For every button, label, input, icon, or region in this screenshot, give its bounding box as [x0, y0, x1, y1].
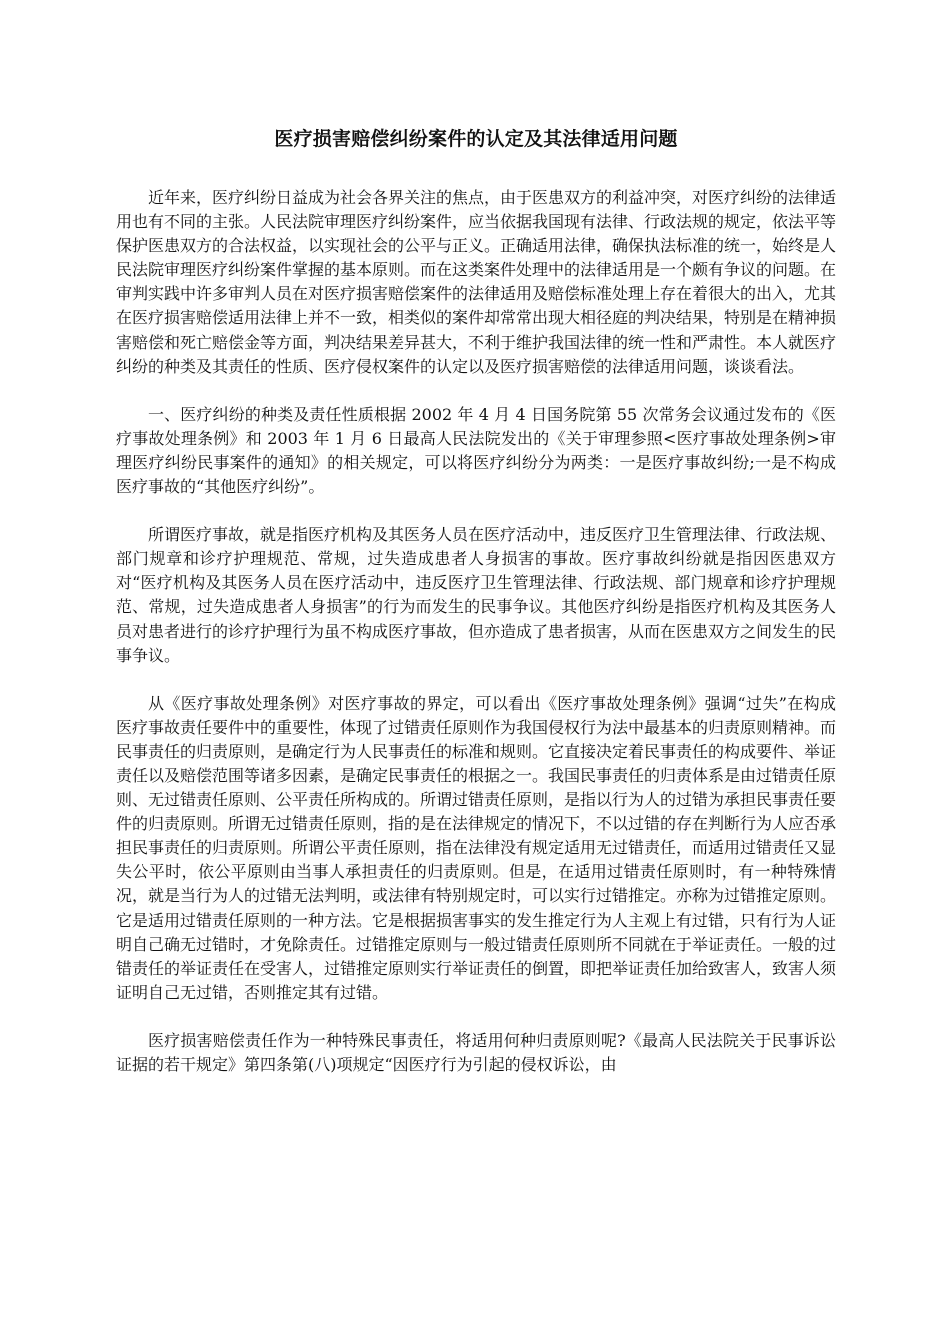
paragraph-medical-accident-definition: 所谓医疗事故，就是指医疗机构及其医务人员在医疗活动中，违反医疗卫生管理法律、行政法规、部门规章和诊疗护理规范、常规，过失造成患者人身损害的事故。医疗事故纠纷就是指因医患双方对“医疗机构及其医务人员在医疗活动中，违反医疗卫生管理法律、行政法规、部门规章和诊疗护理规范、常规，过失造成患者人身损害”的行为而发生的民事争议。其他医疗纠纷是指医疗机构及其医务人员对患者进行的诊疗护理行为虽不构成医疗事故，但亦造成了患者损害，从而在医患双方之间发生的民事争议。 [116, 525, 837, 665]
document-body [116, 186, 836, 1077]
paragraph-liability-principles: 从《医疗事故处理条例》对医疗事故的界定，可以看出《医疗事故处理条例》强调“过失”在构成医疗事故责任要件中的重要性，体现了过错责任原则作为我国侵权行为法中最基本的归责原则精神。而民事责任的归责原则，是确定行为人民事责任的标准和规则。它直接决定着民事责任的构成要件、举证责任以及赔偿范围等诸多因素，是确定民事责任的根据之一。我国民事责任的归责体系是由过错责任原则、无过错责任原则、公平责任所构成的。所谓过错责任原则，是指以行为人的过错为承担民事责任要件的归责原则。所谓无过错责任原则，指的是在法律规定的情况下，不以过错的存在判断行为人应否承担民事责任的归责原则。所谓公平责任原则，指在法律没有规定适用无过错责任，而适用过错责任又显失公平时，依公平原则由当事人承担责任的归责原则。但是，在适用过错责任原则时，有一种特殊情况，就是当行为人的过错无法判明，或法律有特别规定时，可以实行过错推定。亦称为过错推定原则。它是适用过错责任原则的一种方法。它是根据损害事实的发生推定行为人主观上有过错，只有行为人证明自己确无过错时，才免除责任。过错推定原则与一般过错责任原则所不同就在于举证责任。一般的过错责任的举证责任在受害人，过错推定原则实行举证责任的倒置，即把举证责任加给致害人，致害人须证明自己无过错，否则推定其有过错。 [116, 693, 837, 1002]
document-title: 医疗损害赔偿纠纷案件的认定及其法律适用问题 [274, 128, 678, 150]
paragraph-special-liability: 医疗损害赔偿责任作为一种特殊民事责任，将适用何种归责原则呢?《最高人民法院关于民事诉讼证据的若干规定》第四条第(八)项规定“因医疗行为引起的侵权诉讼，由 [116, 1030, 836, 1074]
paragraph-section-one: 一、医疗纠纷的种类及责任性质根据 2002 年 4 月 4 日国务院第 55 次常务会议通过发布的《医疗事故处理条例》和 2003 年 1 月 6 日最高人民法院发出的《关于审理参照<医疗事故处理条例>审理医疗纠纷民事案件的通知》的相关规定，可以将医疗纠纷分为两类：一是医疗事故纠纷;一是不构成医疗事故的“其他医疗纠纷”。 [116, 404, 836, 497]
paragraph-intro: 近年来，医疗纠纷日益成为社会各界关注的焦点，由于医患双方的利益冲突，对医疗纠纷的法律适用也有不同的主张。人民法院审理医疗纠纷案件，应当依据我国现有法律、行政法规的规定，依法平等保护医患双方的合法权益，以实现社会的公平与正义。正确适用法律，确保执法标准的统一，始终是人民法院审理医疗纠纷案件掌握的基本原则。而在这类案件处理中的法律适用是一个颇有争议的问题。在审判实践中许多审判人员在对医疗损害赔偿案件的法律适用及赔偿标准处理上存在着很大的出入，尤其在医疗损害赔偿适用法律上并不一致，相类似的案件却常常出现大相径庭的判决结果，特别是在精神损害赔偿和死亡赔偿金等方面，判决结果差异甚大，不利于维护我国法律的统一性和严肃性。本人就医疗纠纷的种类及其责任的性质、医疗侵权案件的认定以及医疗损害赔偿的法律适用问题，谈谈看法。 [116, 188, 837, 376]
